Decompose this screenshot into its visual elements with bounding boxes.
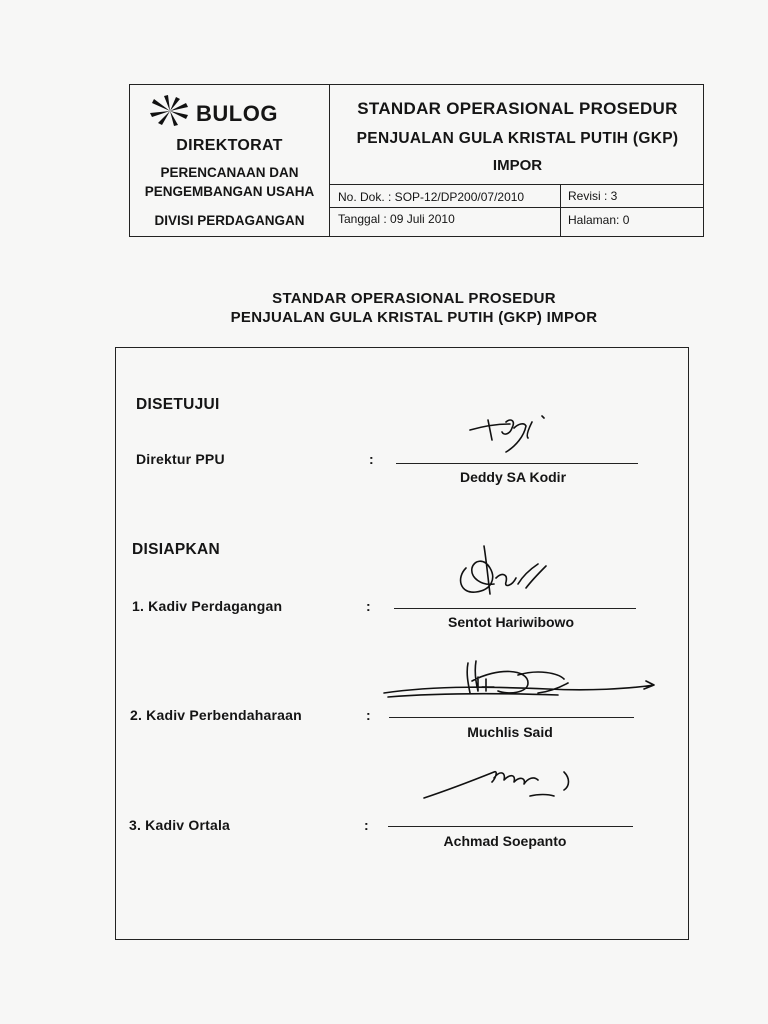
preparer-role: 1. Kadiv Perdagangan — [132, 598, 283, 614]
bulog-logo — [138, 91, 318, 127]
preparer-role: 3. Kadiv Ortala — [129, 817, 231, 833]
directorate-label: DIREKTORAT — [176, 137, 283, 154]
doc-number: No. Dok. : SOP-12/DP200/07/2010 — [338, 190, 525, 204]
preparer-signature — [378, 653, 658, 711]
header-table — [129, 84, 704, 237]
signature-box — [115, 347, 689, 940]
unit-label-line2: PENGEMBANGAN USAHA — [144, 184, 315, 199]
signature-line — [394, 608, 636, 609]
preparer-name: Sentot Hariwibowo — [448, 614, 574, 630]
division-label: DIVISI PERDAGANGAN — [154, 213, 305, 228]
header-title-line3: IMPOR — [492, 157, 543, 174]
preparer-role: 2. Kadiv Perbendaharaan — [130, 707, 302, 723]
approver-name: Deddy SA Kodir — [459, 469, 567, 485]
header-title-line1: STANDAR OPERASIONAL PROSEDUR — [357, 99, 678, 118]
signature-line — [389, 717, 634, 718]
signature-line — [396, 463, 638, 464]
preparer-signature — [418, 760, 608, 812]
document-title-line1: STANDAR OPERASIONAL PROSEDUR — [272, 290, 556, 307]
prepared-heading: DISIAPKAN — [132, 541, 220, 558]
approver-signature — [466, 410, 566, 462]
revision: Revisi : 3 — [568, 189, 618, 203]
preparer-name: Achmad Soepanto — [443, 833, 567, 849]
approved-heading: DISETUJUI — [136, 396, 220, 413]
doc-date: Tanggal : 09 Juli 2010 — [338, 212, 455, 226]
bulog-logo-icon — [146, 95, 194, 127]
colon: : — [366, 598, 371, 614]
unit-label-line1: PERENCANAAN DAN — [160, 165, 299, 180]
divider — [560, 184, 561, 236]
colon: : — [369, 451, 374, 467]
signature-line — [388, 826, 633, 827]
colon: : — [364, 817, 369, 833]
divider — [329, 207, 703, 208]
document-title-line2: PENJUALAN GULA KRISTAL PUTIH (GKP) IMPOR — [230, 309, 598, 326]
approver-role: Direktur PPU — [136, 451, 225, 467]
page-number: Halaman: 0 — [568, 213, 630, 227]
colon: : — [366, 707, 371, 723]
preparer-signature — [446, 538, 566, 608]
header-title-line2: PENJUALAN GULA KRISTAL PUTIH (GKP) — [356, 130, 679, 147]
divider — [329, 184, 703, 185]
preparer-name: Muchlis Said — [467, 724, 553, 740]
logo-text: BULOG — [196, 101, 278, 126]
